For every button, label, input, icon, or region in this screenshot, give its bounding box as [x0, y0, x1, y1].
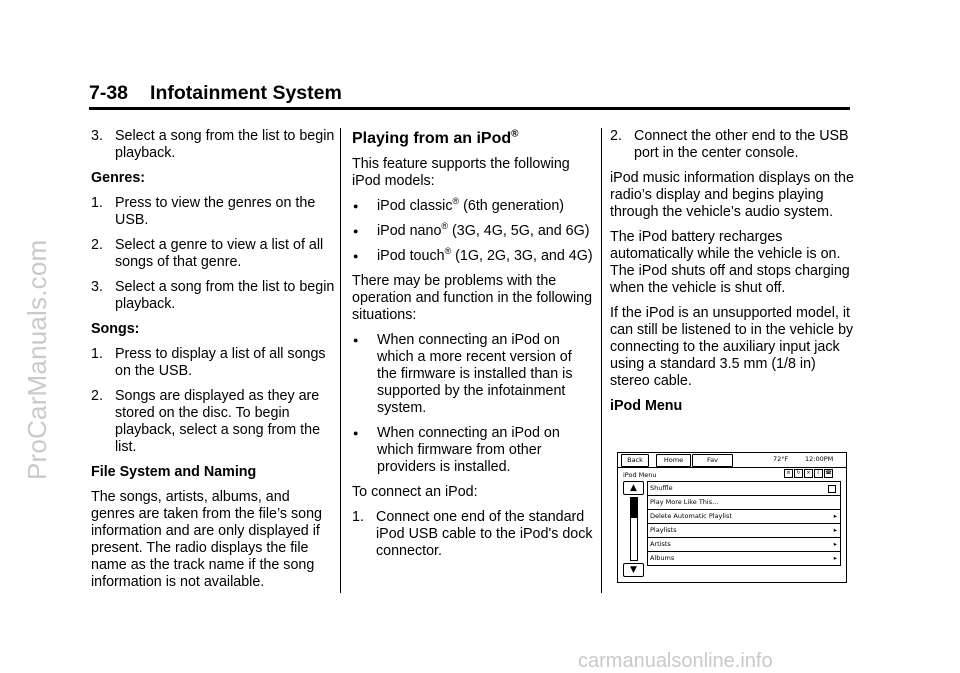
menu-item[interactable]: Playlists ▸	[647, 524, 841, 538]
problems-intro: There may be problems with the operation and function in the following situations:	[352, 273, 593, 323]
list-item: 2. Connect the other end to the USB port in the center console.	[610, 128, 849, 161]
page-number: 7-38	[89, 82, 129, 104]
scroll-down-arrow-icon[interactable]: ▼	[623, 563, 644, 577]
column-divider	[340, 128, 341, 593]
menu-item[interactable]: Artists ▸	[647, 538, 841, 552]
column-middle	[352, 128, 594, 568]
shuffle-icon: ×	[804, 469, 813, 478]
ipod-menu-screen	[617, 452, 847, 583]
chevron-right-icon: ▸	[833, 512, 837, 520]
songs-list	[91, 346, 336, 456]
watermark-procarmanuals: ProCarManuals.com	[22, 239, 52, 480]
battery-paragraph: The iPod battery recharges automatically while the vehicle is on. The iPod shuts off and stops charging when the vehicle is shut off.	[610, 229, 850, 296]
scroll-up-arrow-icon[interactable]: ▲	[623, 481, 644, 495]
list-item: 1. Connect one end of the standard iPod USB cable to the iPod's dock connector.	[352, 509, 593, 559]
list-item: 3. Select a song from the list to begin playback.	[91, 128, 335, 161]
bullet-icon: ●	[353, 428, 359, 438]
list-item: 3. Select a song from the list to begin playback.	[91, 279, 335, 312]
bullet-item: ● When connecting an iPod on which firmware from other providers is installed.	[353, 425, 560, 475]
bullet-item: ● iPod touch® (1G, 2G, 3G, and 4G)	[353, 246, 593, 264]
ipod-models-list	[352, 198, 594, 265]
genres-list	[91, 195, 336, 313]
bullet-item: ● iPod classic® (6th generation)	[353, 196, 565, 214]
songs-heading: Songs:	[91, 321, 140, 337]
menu-item[interactable]: Shuffle	[647, 481, 841, 496]
display-paragraph: iPod music information displays on the radio’s display and begins playing through the vehicle’s audio system.	[610, 170, 854, 220]
intro-paragraph: This feature supports the following iPod models:	[352, 156, 570, 189]
problems-list	[352, 332, 594, 476]
file-system-paragraph: The songs, artists, albums, and genres are taken from the file’s song information and are only displayed if present. The radio displays the file name as the track name if the song information is not available.	[91, 489, 322, 590]
unsupported-paragraph: If the iPod is an unsupported model, it can still be listened to in the vehicle by connecting to the auxiliary input jack using a standard 3.5 mm (1/8 in) stereo cable.	[610, 305, 854, 389]
list-item: 1. Press to display a list of all songs on the USB.	[91, 346, 326, 379]
scrollbar[interactable]	[623, 481, 644, 577]
list-item: 1. Press to view the genres on the USB.	[91, 195, 316, 228]
ipod-section-title: Playing from an iPod®	[352, 128, 519, 147]
bullet-icon: ●	[353, 226, 359, 236]
bluetooth-icon: ᛒ	[814, 469, 823, 478]
connect-intro: To connect an iPod:	[352, 484, 478, 500]
column-divider	[601, 128, 602, 593]
eq-icon: ≡	[784, 469, 793, 478]
watermark-carmanualsonline: carmanualsonline.info	[578, 650, 773, 672]
genres-heading: Genres:	[91, 170, 146, 186]
menu-item[interactable]: Play More Like This...	[647, 496, 841, 510]
screen-top-bar	[618, 453, 846, 468]
chevron-right-icon: ▸	[833, 554, 837, 562]
scroll-track[interactable]	[630, 497, 638, 561]
section-title: Infotainment System	[150, 82, 342, 104]
menu-item[interactable]: Albums ▸	[647, 552, 841, 566]
column-left	[91, 128, 336, 599]
ipod-menu-heading: iPod Menu	[610, 398, 683, 414]
menu-rows	[647, 481, 841, 566]
screen-menu-title: iPod Menu	[623, 471, 657, 479]
file-system-heading: File System and Naming	[91, 464, 257, 480]
home-button[interactable]: Home	[656, 454, 691, 467]
phone-icon: ☎	[825, 470, 832, 476]
bullet-icon: ●	[353, 201, 359, 211]
repeat-icon: ↻	[794, 469, 803, 478]
menu-item[interactable]: Delete Automatic Playlist ▸	[647, 510, 841, 524]
bullet-item: ● When connecting an iPod on which a more recent version of the firmware is installed than is supported by the infotainment system.	[353, 332, 573, 416]
chevron-right-icon: ▸	[833, 526, 837, 534]
status-icons	[784, 469, 834, 478]
bullet-item: ● iPod nano® (3G, 4G, 5G, and 6G)	[353, 221, 590, 239]
scroll-thumb[interactable]	[631, 498, 637, 518]
temperature-readout: 72°F	[773, 455, 789, 463]
shuffle-checkbox[interactable]	[828, 485, 836, 493]
back-button[interactable]: Back	[621, 454, 649, 467]
fav-button[interactable]: Fav	[692, 454, 733, 467]
list-item: 2. Songs are displayed as they are stored on the disc. To begin playback, select a song from the list.	[91, 388, 321, 455]
list-item: 2. Select a genre to view a list of all songs of that genre.	[91, 237, 324, 270]
bullet-icon: ●	[353, 251, 359, 261]
page-header	[89, 82, 850, 110]
column-right	[610, 128, 855, 423]
bullet-icon: ●	[353, 335, 359, 345]
clock-readout: 12:00PM	[805, 455, 834, 463]
chevron-right-icon: ▸	[833, 540, 837, 548]
